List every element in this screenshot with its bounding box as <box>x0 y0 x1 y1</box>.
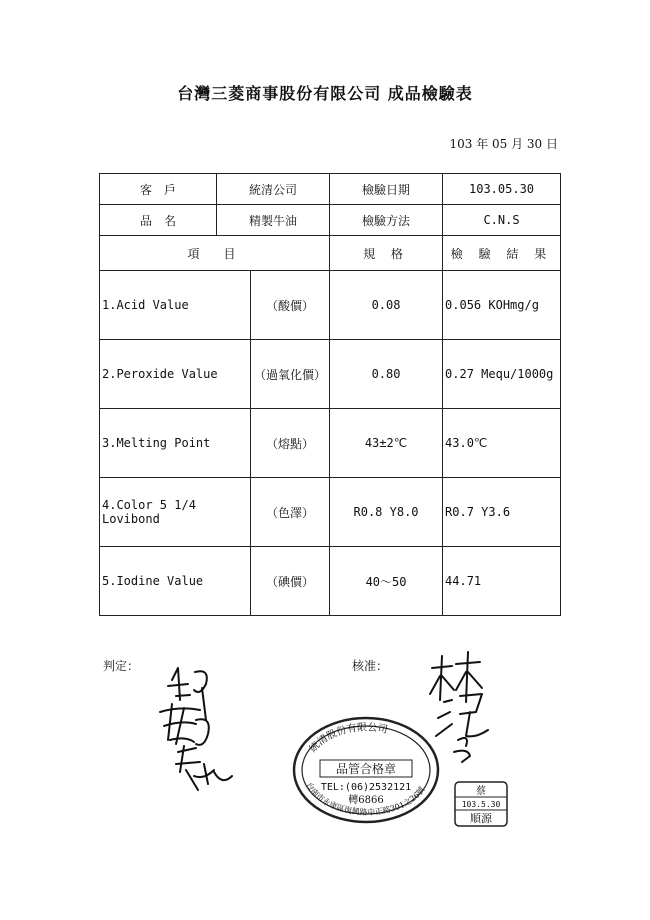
inspect-date-label: 檢驗日期 <box>330 174 443 205</box>
stamp-company-text: 統清股份有限公司 <box>307 722 389 755</box>
judge-signature <box>160 668 232 790</box>
item-chinese-name: （色澤） <box>251 478 330 547</box>
method-label: 檢驗方法 <box>330 205 443 236</box>
item-result: R0.7 Y3.6 <box>443 478 561 547</box>
item-spec: 0.08 <box>330 271 443 340</box>
item-spec: 40～50 <box>330 547 443 616</box>
method-value: C.N.S <box>443 205 561 236</box>
item-spec: 0.80 <box>330 340 443 409</box>
item-spec: 43±2℃ <box>330 409 443 478</box>
item-result: 44.71 <box>443 547 561 616</box>
result-column-header: 檢 驗 結 果 <box>443 236 561 271</box>
item-result: 0.27 Mequ/1000g <box>443 340 561 409</box>
stamp-tel-text: TEL:(06)2532121 <box>320 782 412 793</box>
stamp-title-text: 品管合格章 <box>335 762 397 776</box>
stamp-ext-text: 轉6866 <box>348 795 384 806</box>
product-value: 精製牛油 <box>217 205 330 236</box>
approval-stamp-name: 順源 <box>470 812 492 825</box>
customer-label: 客 戶 <box>100 174 217 205</box>
item-chinese-name: （熔點） <box>251 409 330 478</box>
approver-signature <box>430 652 488 762</box>
item-chinese-name: （過氧化價） <box>251 340 330 409</box>
judge-label: 判定： <box>103 659 140 673</box>
item-name: 2.Peroxide Value <box>100 340 251 409</box>
company-stamp <box>294 718 438 822</box>
item-chinese-name: （酸價） <box>251 271 330 340</box>
approval-stamp-date: 103.5.30 <box>461 800 501 809</box>
spec-column-header: 規 格 <box>330 236 443 271</box>
item-chinese-name: （碘價） <box>251 547 330 616</box>
item-name: 3.Melting Point <box>100 409 251 478</box>
approval-stamp <box>455 782 507 826</box>
customer-value: 統清公司 <box>217 174 330 205</box>
product-label: 品 名 <box>100 205 217 236</box>
document-title: 台灣三菱商事股份有限公司 成品檢驗表 <box>177 84 473 103</box>
inspect-date-value: 103.05.30 <box>443 174 561 205</box>
document-date: 103 年 05 月 30 日 <box>449 137 558 151</box>
item-name: 1.Acid Value <box>100 271 251 340</box>
item-name: 5.Iodine Value <box>100 547 251 616</box>
item-result: 43.0℃ <box>443 409 561 478</box>
item-name: 4.Color 5 1/4 Lovibond <box>100 478 251 547</box>
approve-label: 核准： <box>352 659 389 673</box>
item-spec: R0.8 Y8.0 <box>330 478 443 547</box>
approval-stamp-top: 蔡 <box>476 786 486 797</box>
item-column-header: 項 目 <box>100 236 330 271</box>
item-result: 0.056 KOHmg/g <box>443 271 561 340</box>
stamp-address-text: 台南市永康區復興路中正路301之26號 <box>304 780 427 817</box>
